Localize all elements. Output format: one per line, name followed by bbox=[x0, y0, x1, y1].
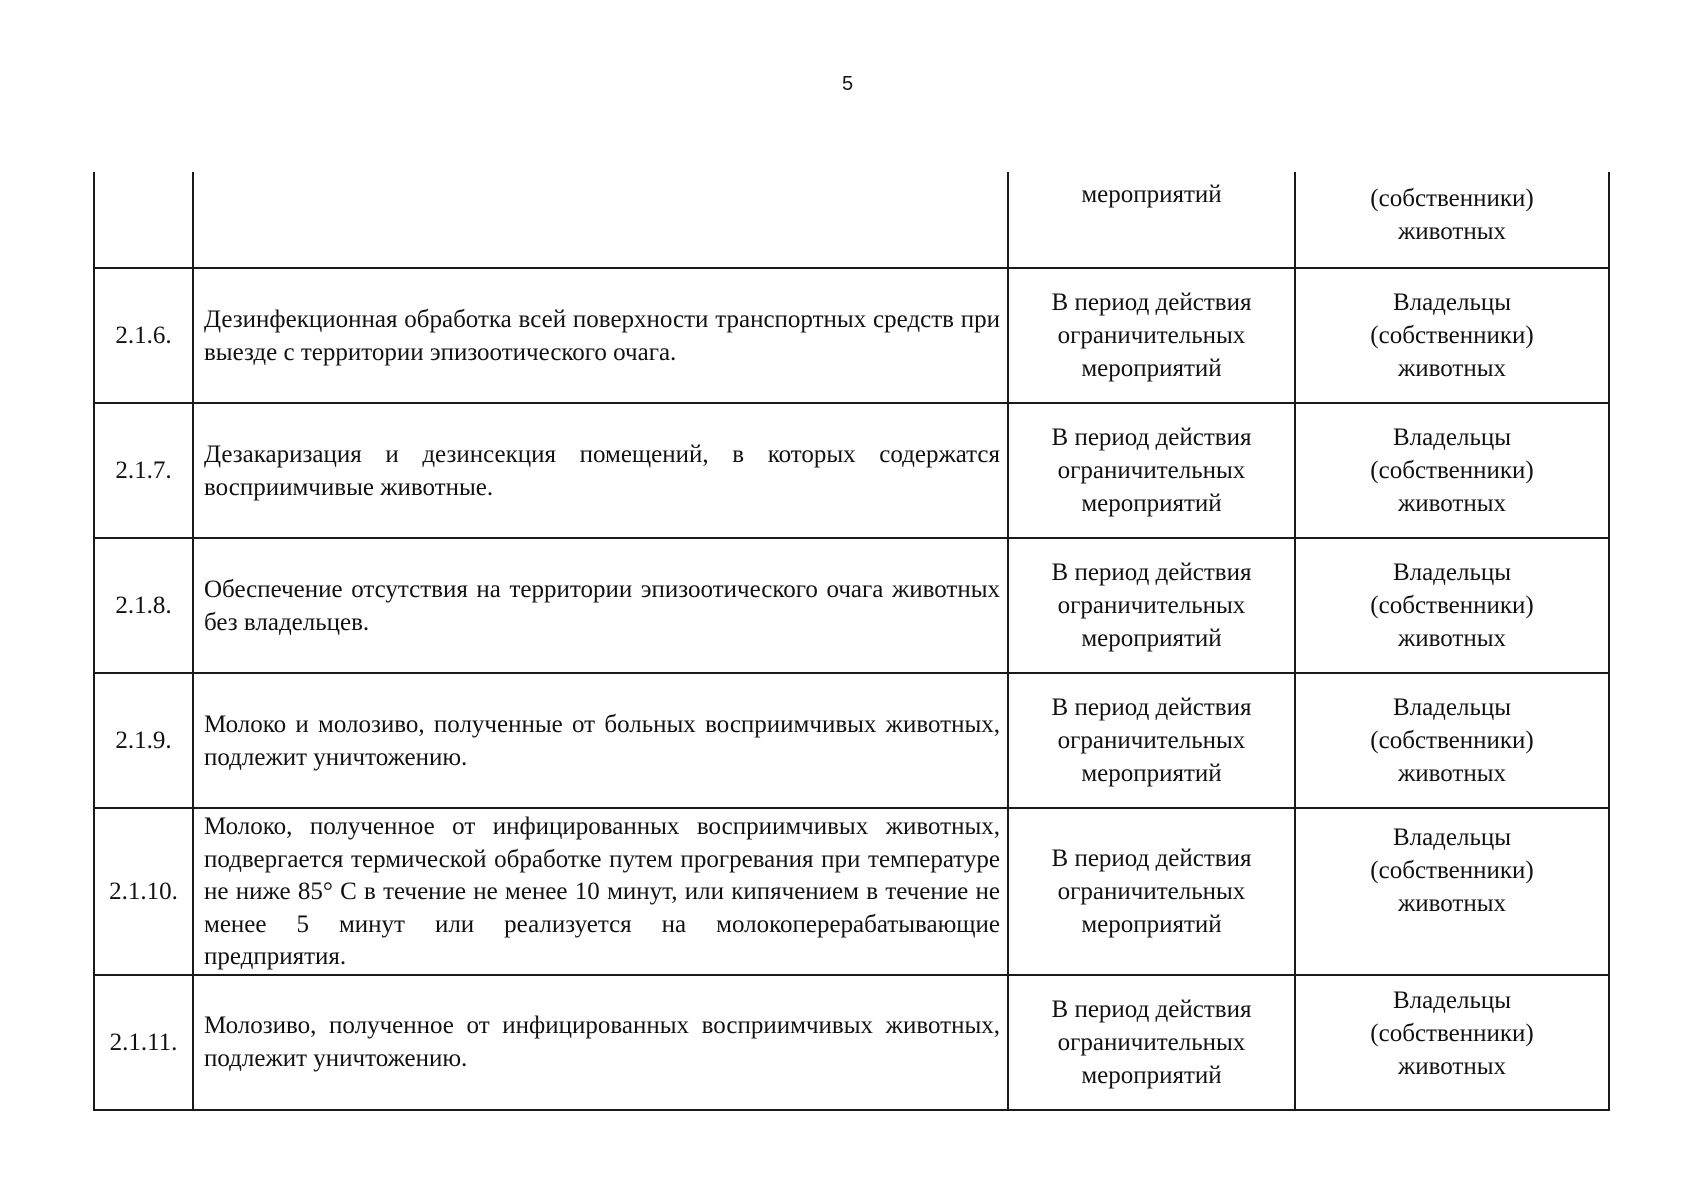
responsible-line: (собственники) bbox=[1370, 592, 1534, 619]
description-cell bbox=[193, 673, 1008, 808]
table-row bbox=[94, 538, 1609, 673]
period-line: В период действия bbox=[1051, 289, 1252, 316]
period-line: мероприятий bbox=[1081, 490, 1222, 517]
period-line: мероприятий bbox=[1081, 355, 1222, 382]
responsible-cell bbox=[1295, 403, 1609, 538]
responsible-cell bbox=[1295, 673, 1609, 808]
responsible-line: Владельцы bbox=[1392, 424, 1512, 451]
responsible-line: Владельцы bbox=[1392, 289, 1512, 316]
period-cell bbox=[1008, 808, 1295, 975]
table-row bbox=[94, 975, 1609, 1110]
responsible-line: животных bbox=[1397, 1052, 1507, 1080]
responsible-line: (собственники) bbox=[1370, 457, 1534, 484]
responsible-line: животных bbox=[1397, 890, 1507, 917]
period-line: мероприятий bbox=[1081, 625, 1222, 652]
period-line: В период действия bbox=[1051, 559, 1252, 586]
period-line: ограничительных bbox=[1057, 727, 1246, 754]
responsible-line: (собственники) bbox=[1370, 322, 1534, 349]
description-text: Дезинфекционная обработка всей поверхности транспортных средств при выезде с территории эпизоотического очага. bbox=[204, 305, 1000, 366]
period-cell bbox=[1008, 403, 1295, 538]
page-number: 5 bbox=[841, 73, 854, 95]
period-line: ограничительных bbox=[1057, 457, 1246, 484]
table-row-continuation bbox=[94, 172, 1609, 268]
item-number: 2.1.8. bbox=[94, 538, 193, 673]
description-cell bbox=[193, 172, 1008, 268]
period-line: мероприятий bbox=[1081, 181, 1222, 208]
item-number: 2.1.7. bbox=[94, 403, 193, 538]
period-line: мероприятий bbox=[1081, 760, 1222, 787]
period-cell bbox=[1008, 172, 1295, 268]
description-text: Обеспечение отсутствия на территории эпизоотического очага животных без владельцев. bbox=[204, 575, 1000, 636]
description-cell bbox=[193, 268, 1008, 403]
responsible-line: животных bbox=[1397, 490, 1507, 517]
description-cell bbox=[193, 808, 1008, 975]
responsible-line: Владельцы bbox=[1392, 824, 1512, 851]
item-number: 2.1.6. bbox=[94, 268, 193, 403]
number-cell bbox=[94, 172, 193, 268]
responsible-line: Владельцы bbox=[1392, 559, 1512, 586]
period-line: ограничительных bbox=[1057, 322, 1246, 349]
period-cell bbox=[1008, 673, 1295, 808]
responsible-line: Владельцы bbox=[1392, 694, 1512, 721]
responsible-line: животных bbox=[1397, 355, 1507, 382]
table-row bbox=[94, 673, 1609, 808]
period-line: ограничительных bbox=[1057, 592, 1246, 619]
description-text: Молоко, полученное от инфицированных восприимчивых животных, подвергается термической обработке путем прогревания при температуре не ниже 85° С в течение не менее 10 минут, или кипячением в течение не менее 5 минут или реализуется на молокоперерабатывающие предприятия. bbox=[204, 813, 1000, 970]
table-row bbox=[94, 403, 1609, 538]
period-line: В период действия bbox=[1051, 995, 1252, 1023]
item-number: 2.1.9. bbox=[94, 673, 193, 808]
responsible-cell bbox=[1295, 975, 1609, 1110]
responsible-line: (собственники) bbox=[1370, 727, 1534, 754]
responsible-line: (собственники) bbox=[1370, 1019, 1534, 1047]
description-text: Молоко и молозиво, полученные от больных восприимчивых животных, подлежит уничтожению. bbox=[204, 710, 1000, 771]
responsible-line: животных bbox=[1397, 625, 1507, 652]
responsible-cell bbox=[1295, 808, 1609, 975]
period-cell bbox=[1008, 538, 1295, 673]
item-number: 2.1.11. bbox=[94, 975, 193, 1110]
period-cell bbox=[1008, 975, 1295, 1110]
responsible-line: (собственники) bbox=[1370, 185, 1534, 212]
period-cell bbox=[1008, 268, 1295, 403]
responsible-cell bbox=[1295, 538, 1609, 673]
description-text: Молозиво, полученное от инфицированных восприимчивых животных, подлежит уничтожению. bbox=[204, 1012, 1000, 1072]
period-line: ограничительных bbox=[1057, 877, 1246, 905]
period-line: ограничительных bbox=[1057, 1028, 1246, 1056]
table-row bbox=[94, 808, 1609, 975]
responsible-cell bbox=[1295, 268, 1609, 403]
responsible-line: животных bbox=[1397, 218, 1507, 245]
period-line: В период действия bbox=[1051, 844, 1252, 872]
period-line: В период действия bbox=[1051, 424, 1252, 451]
table-row bbox=[94, 268, 1609, 403]
period-line: В период действия bbox=[1051, 694, 1252, 721]
description-cell bbox=[193, 403, 1008, 538]
measures-table bbox=[93, 172, 1610, 1111]
description-cell bbox=[193, 975, 1008, 1110]
item-number: 2.1.10. bbox=[94, 808, 193, 975]
description-text: Дезакаризация и дезинсекция помещений, в которых содержатся восприимчивые животные. bbox=[204, 440, 1000, 501]
responsible-line: Владельцы bbox=[1392, 986, 1512, 1014]
responsible-cell bbox=[1295, 172, 1609, 268]
responsible-line: (собственники) bbox=[1370, 857, 1534, 884]
responsible-line: животных bbox=[1397, 760, 1507, 787]
description-cell bbox=[193, 538, 1008, 673]
period-line: мероприятий bbox=[1081, 910, 1222, 938]
period-line: мероприятий bbox=[1081, 1061, 1222, 1089]
